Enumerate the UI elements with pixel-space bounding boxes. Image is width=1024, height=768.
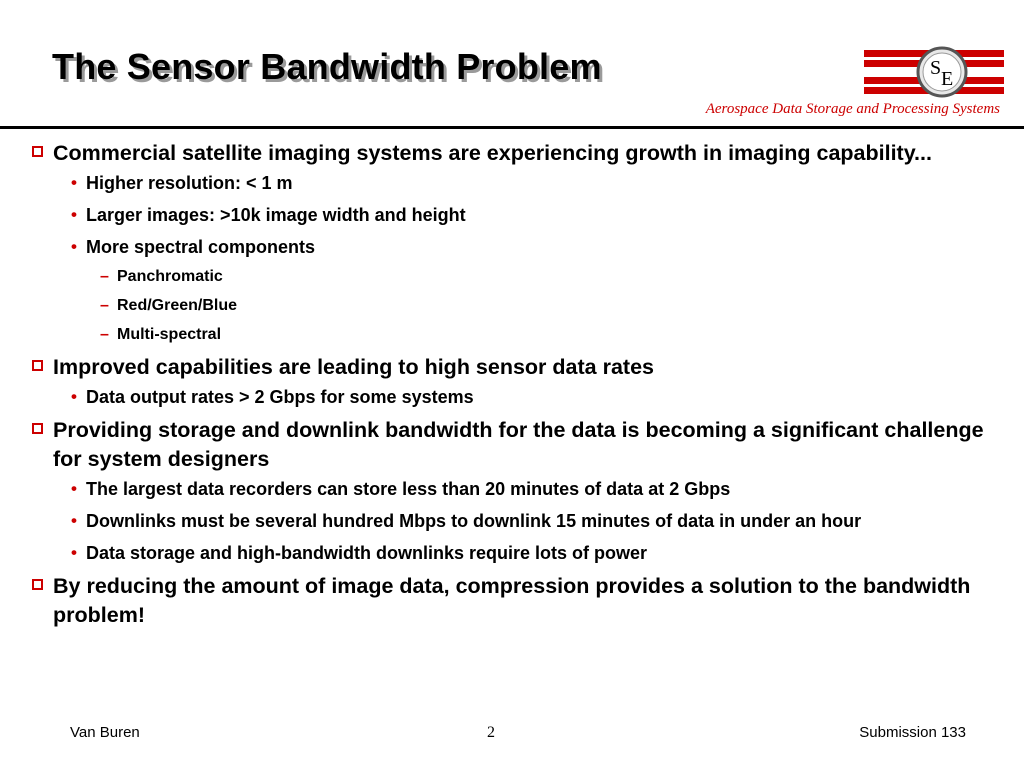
sub-bullet-text: Higher resolution: < 1 m (86, 173, 293, 193)
sub-bullet-text: The largest data recorders can store less than 20 minutes of data at 2 Gbps (86, 479, 731, 499)
sub-bullet (32, 234, 998, 260)
dot-bullet-icon: • (71, 479, 77, 498)
dot-bullet-icon: • (71, 205, 77, 224)
sub-sub-bullet-text: Multi-spectral (117, 326, 222, 343)
sub-bullet (32, 508, 998, 534)
sub-bullet (32, 540, 998, 566)
square-bullet-icon (32, 146, 43, 157)
footer-submission: Submission 133 (859, 724, 966, 741)
bullet-3-text: Providing storage and downlink bandwidth for the data is becoming a significant challenge for system designers (53, 418, 984, 471)
bullet-2-text: Improved capabilities are leading to high sensor data rates (53, 355, 654, 379)
slide-body (32, 136, 998, 632)
sub-bullet (32, 202, 998, 228)
sub-sub-bullet (32, 295, 998, 317)
bullet-1-text: Commercial satellite imaging systems are experiencing growth in imaging capability... (53, 141, 932, 165)
dot-bullet-icon: • (71, 387, 77, 406)
dot-bullet-icon: • (71, 237, 77, 256)
sub-sub-bullet-text: Red/Green/Blue (117, 297, 238, 314)
header-divider (0, 126, 1024, 129)
square-bullet-icon (32, 360, 43, 371)
dash-bullet-icon: – (100, 297, 109, 314)
bullet-4-text: By reducing the amount of image data, compression provides a solution to the bandwidth problem! (53, 574, 971, 627)
bullet-2 (32, 353, 998, 382)
bullet-1 (32, 139, 998, 168)
bullet-3 (32, 416, 998, 474)
se-logo (862, 44, 1006, 100)
sub-bullet-text: Data output rates > 2 Gbps for some systems (86, 387, 474, 407)
bullet-4 (32, 572, 998, 630)
dot-bullet-icon: • (71, 173, 77, 192)
dash-bullet-icon: – (100, 326, 109, 343)
square-bullet-icon (32, 579, 43, 590)
sub-bullet (32, 476, 998, 502)
dash-bullet-icon: – (100, 268, 109, 285)
sub-bullet (32, 384, 998, 410)
tagline: Aerospace Data Storage and Processing Systems (705, 101, 1000, 117)
sub-sub-bullet (32, 324, 998, 346)
sub-bullet (32, 170, 998, 196)
sub-sub-bullet (32, 266, 998, 288)
footer-page-number: 2 (487, 724, 495, 741)
sub-bullet-text: Data storage and high-bandwidth downlinks require lots of power (86, 543, 648, 563)
sub-bullet-text: Larger images: >10k image width and height (86, 205, 466, 225)
slide-title: The Sensor Bandwidth Problem (52, 46, 602, 87)
dot-bullet-icon: • (71, 543, 77, 562)
sub-bullet-text: Downlinks must be several hundred Mbps to downlink 15 minutes of data in under an hour (86, 511, 862, 531)
logo-letter-s: S (930, 57, 942, 79)
dot-bullet-icon: • (71, 511, 77, 530)
logo-letter-e: E (941, 68, 954, 90)
footer-author: Van Buren (70, 724, 140, 741)
sub-bullet-text: More spectral components (86, 237, 316, 257)
sub-sub-bullet-text: Panchromatic (117, 268, 223, 285)
square-bullet-icon (32, 423, 43, 434)
